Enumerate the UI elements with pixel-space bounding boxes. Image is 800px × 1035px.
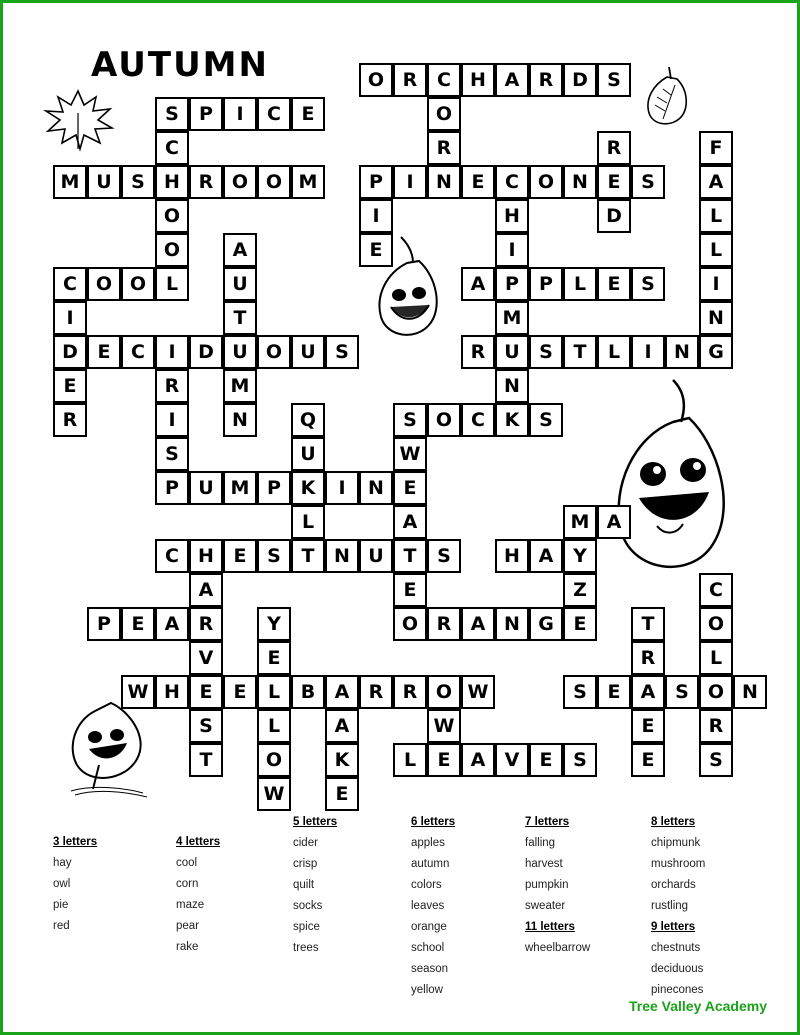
crossword-cell[interactable]: L [291, 505, 325, 539]
crossword-cell[interactable]: S [563, 675, 597, 709]
crossword-cell[interactable]: O [359, 63, 393, 97]
crossword-cell[interactable]: U [359, 539, 393, 573]
crossword-cell[interactable]: A [461, 743, 495, 777]
crossword-cell[interactable]: E [563, 607, 597, 641]
crossword-cell[interactable]: E [325, 777, 359, 811]
crossword-cell[interactable]: M [223, 369, 257, 403]
crossword-cell[interactable]: A [325, 709, 359, 743]
word-bank-heading: 3 letters [53, 836, 98, 848]
crossword-cell[interactable]: H [461, 63, 495, 97]
crossword-cell[interactable]: I [53, 301, 87, 335]
crossword-cell[interactable]: O [223, 165, 257, 199]
crossword-cell[interactable]: N [733, 675, 767, 709]
crossword-cell[interactable]: A [699, 165, 733, 199]
crossword-cell[interactable]: O [87, 267, 121, 301]
word-bank-word: season [411, 963, 449, 975]
crossword-cell[interactable]: N [495, 369, 529, 403]
word-bank-word: pear [176, 920, 200, 932]
crossword-cell[interactable]: O [155, 199, 189, 233]
crossword-cell[interactable]: T [223, 301, 257, 335]
crossword-cell[interactable]: E [597, 267, 631, 301]
crossword-cell[interactable]: H [189, 539, 223, 573]
crossword-cell[interactable]: D [189, 335, 223, 369]
crossword-cell[interactable]: P [189, 97, 223, 131]
crossword-cell[interactable]: U [291, 437, 325, 471]
word-bank-heading: 11 letters [525, 921, 575, 933]
crossword-cell[interactable]: U [189, 471, 223, 505]
crossword-cell[interactable]: C [155, 539, 189, 573]
crossword-cell[interactable]: V [189, 641, 223, 675]
word-bank-column [525, 816, 645, 963]
crossword-cell[interactable]: A [495, 63, 529, 97]
crossword-cell[interactable]: I [699, 267, 733, 301]
crossword-cell[interactable]: Y [257, 607, 291, 641]
crossword-cell[interactable]: R [155, 369, 189, 403]
crossword-cell[interactable]: A [325, 675, 359, 709]
crossword-cell[interactable]: R [699, 709, 733, 743]
crossword-cell[interactable]: P [529, 267, 563, 301]
crossword-cell[interactable]: D [563, 63, 597, 97]
crossword-cell[interactable]: E [53, 369, 87, 403]
crossword-cell[interactable]: E [597, 165, 631, 199]
crossword-cell[interactable]: E [393, 573, 427, 607]
word-bank-word: pie [53, 899, 69, 911]
word-bank-word: leaves [411, 900, 445, 912]
word-bank-heading: 9 letters [651, 921, 696, 933]
crossword-cell[interactable]: L [699, 199, 733, 233]
word-bank-word: orange [411, 921, 447, 933]
crossword-cell[interactable]: N [427, 165, 461, 199]
crossword-cell[interactable]: I [359, 199, 393, 233]
word-bank-word: spice [293, 921, 320, 933]
crossword-cell[interactable]: L [155, 267, 189, 301]
word-bank-word: trees [293, 942, 319, 954]
crossword-cell[interactable]: W [461, 675, 495, 709]
crossword-cell[interactable]: S [631, 165, 665, 199]
crossword-cell[interactable]: P [155, 471, 189, 505]
crossword-cell[interactable]: A [155, 607, 189, 641]
word-bank-heading: 4 letters [176, 836, 221, 848]
crossword-cell[interactable]: W [393, 437, 427, 471]
crossword-cell[interactable]: P [87, 607, 121, 641]
crossword-cell[interactable]: F [699, 131, 733, 165]
word-bank-heading: 5 letters [293, 816, 338, 828]
crossword-cell[interactable]: I [393, 165, 427, 199]
crossword-cell[interactable]: N [495, 607, 529, 641]
word-bank-word: autumn [411, 858, 450, 870]
word-bank-word: mushroom [651, 858, 706, 870]
crossword-cell[interactable]: O [529, 165, 563, 199]
word-bank-word: yellow [411, 984, 443, 996]
crossword-cell[interactable]: V [495, 743, 529, 777]
crossword-cell[interactable]: R [393, 63, 427, 97]
word-bank-word: hay [53, 857, 72, 869]
crossword-cell[interactable]: H [495, 539, 529, 573]
crossword-cell[interactable]: E [461, 165, 495, 199]
crossword-cell[interactable]: R [461, 335, 495, 369]
crossword-cell[interactable]: S [427, 539, 461, 573]
crossword-cell[interactable]: R [631, 641, 665, 675]
crossword-cell[interactable]: O [121, 267, 155, 301]
crossword-cell[interactable]: L [257, 675, 291, 709]
word-bank-heading: 7 letters [525, 816, 570, 828]
crossword-cell[interactable]: N [325, 539, 359, 573]
crossword-cell[interactable]: C [53, 267, 87, 301]
crossword-cell[interactable]: H [155, 675, 189, 709]
word-bank-word: cider [293, 837, 318, 849]
crossword-cell[interactable]: Y [563, 539, 597, 573]
crossword-cell[interactable]: S [597, 63, 631, 97]
crossword-cell[interactable]: M [53, 165, 87, 199]
word-bank-word: deciduous [651, 963, 704, 975]
crossword-cell[interactable]: E [291, 97, 325, 131]
word-bank-word: rake [176, 941, 199, 953]
crossword-cell[interactable]: E [87, 335, 121, 369]
crossword-cell[interactable]: E [223, 675, 257, 709]
crossword-cell[interactable]: S [189, 709, 223, 743]
word-bank-word: falling [525, 837, 556, 849]
crossword-cell[interactable]: E [597, 675, 631, 709]
crossword-cell[interactable]: C [427, 63, 461, 97]
crossword-cell[interactable]: A [529, 539, 563, 573]
crossword-cell[interactable]: N [665, 335, 699, 369]
crossword-cell[interactable]: R [427, 607, 461, 641]
crossword-cell[interactable]: B [291, 675, 325, 709]
crossword-cell[interactable]: R [529, 63, 563, 97]
crossword-cell[interactable]: U [495, 335, 529, 369]
crossword-cell[interactable]: G [699, 335, 733, 369]
word-bank-word: school [411, 942, 445, 954]
crossword-cell[interactable]: O [155, 233, 189, 267]
crossword-cell[interactable]: P [495, 267, 529, 301]
word-bank-word: socks [293, 900, 323, 912]
crossword-cell[interactable]: G [529, 607, 563, 641]
word-bank-word: crisp [293, 858, 318, 870]
crossword-cell[interactable]: S [155, 437, 189, 471]
crossword-cell[interactable]: U [291, 335, 325, 369]
crossword-cell[interactable]: L [699, 233, 733, 267]
word-bank-word: quilt [293, 879, 315, 891]
crossword-cell[interactable]: S [325, 335, 359, 369]
crossword-cell[interactable]: R [53, 403, 87, 437]
crossword-cell[interactable]: O [427, 675, 461, 709]
crossword-cell[interactable]: E [631, 709, 665, 743]
word-bank-word: maze [176, 899, 205, 911]
crossword-cell[interactable]: I [155, 403, 189, 437]
crossword-cell[interactable]: H [495, 199, 529, 233]
crossword-cell[interactable]: O [427, 403, 461, 437]
crossword-cell[interactable]: O [257, 743, 291, 777]
crossword-cell[interactable]: T [189, 743, 223, 777]
crossword-cell[interactable]: N [223, 403, 257, 437]
crossword-cell[interactable]: P [359, 165, 393, 199]
crossword-cell[interactable]: W [121, 675, 155, 709]
word-bank-column [53, 836, 173, 941]
crossword-cell[interactable]: E [427, 743, 461, 777]
crossword-cell[interactable]: L [597, 335, 631, 369]
crossword-cell[interactable]: C [257, 97, 291, 131]
crossword-cell[interactable]: K [495, 403, 529, 437]
crossword-cell[interactable]: E [189, 675, 223, 709]
crossword-cell[interactable]: C [699, 573, 733, 607]
word-bank-word: pinecones [651, 984, 704, 996]
crossword-cell[interactable]: E [121, 607, 155, 641]
crossword-cell[interactable]: E [393, 471, 427, 505]
footer-branding: Tree Valley Academy [628, 998, 767, 1014]
word-bank-word: cool [176, 857, 198, 869]
word-bank-word: apples [411, 837, 445, 849]
crossword-cell[interactable]: M [223, 471, 257, 505]
crossword-cell[interactable]: Q [291, 403, 325, 437]
crossword-cell[interactable]: I [223, 97, 257, 131]
word-bank-heading: 8 letters [651, 816, 696, 828]
crossword-cell[interactable]: A [631, 675, 665, 709]
crossword-cell[interactable]: C [155, 131, 189, 165]
word-bank-word: harvest [525, 858, 563, 870]
word-bank-column [176, 836, 296, 962]
crossword-cell[interactable]: K [325, 743, 359, 777]
crossword-cell[interactable]: I [631, 335, 665, 369]
crossword-cell[interactable]: R [597, 131, 631, 165]
crossword-cell[interactable]: R [359, 675, 393, 709]
crossword-cell[interactable]: U [87, 165, 121, 199]
crossword-cell[interactable]: W [427, 709, 461, 743]
crossword-cell[interactable]: D [597, 199, 631, 233]
word-bank-word: pumpkin [525, 879, 569, 891]
word-bank-column [411, 816, 531, 1005]
crossword-cell[interactable]: W [257, 777, 291, 811]
crossword-cell[interactable]: U [223, 267, 257, 301]
word-bank-word: wheelbarrow [525, 942, 591, 954]
crossword-cell[interactable]: S [699, 743, 733, 777]
crossword-cell[interactable]: T [393, 539, 427, 573]
crossword-cell[interactable]: A [393, 505, 427, 539]
crossword-cell[interactable]: S [121, 165, 155, 199]
crossword-cell[interactable]: T [631, 607, 665, 641]
crossword-cell[interactable]: E [257, 641, 291, 675]
crossword-cell[interactable]: A [189, 573, 223, 607]
crossword-cell[interactable]: A [597, 505, 631, 539]
crossword-cell[interactable]: R [393, 675, 427, 709]
word-bank-word: sweater [525, 900, 566, 912]
crossword-cell[interactable]: E [631, 743, 665, 777]
crossword-cell[interactable]: L [257, 709, 291, 743]
word-bank-column [293, 816, 413, 963]
crossword-cell[interactable]: I [495, 233, 529, 267]
crossword-cell[interactable]: A [461, 607, 495, 641]
crossword-cell[interactable]: T [291, 539, 325, 573]
crossword-cell[interactable]: E [359, 233, 393, 267]
word-bank-word: chipmunk [651, 837, 701, 849]
crossword-cell[interactable]: R [427, 131, 461, 165]
crossword-cell[interactable]: A [223, 233, 257, 267]
crossword-cell[interactable]: U [223, 335, 257, 369]
crossword-cell[interactable]: O [257, 335, 291, 369]
crossword-cell[interactable]: R [189, 607, 223, 641]
word-bank-column [651, 816, 771, 1005]
crossword-cell[interactable]: P [257, 471, 291, 505]
crossword-cell[interactable]: O [699, 675, 733, 709]
crossword-cell[interactable]: R [189, 165, 223, 199]
crossword-cell[interactable]: M [291, 165, 325, 199]
crossword-cell[interactable]: S [155, 97, 189, 131]
crossword-cell[interactable]: S [631, 267, 665, 301]
crossword-cell[interactable]: K [291, 471, 325, 505]
crossword-cell[interactable]: N [359, 471, 393, 505]
crossword-cell[interactable]: A [461, 267, 495, 301]
word-bank-word: orchards [651, 879, 696, 891]
crossword-cell[interactable]: N [563, 165, 597, 199]
word-bank-word: red [53, 920, 70, 932]
word-bank-word: rustling [651, 900, 689, 912]
crossword-cell[interactable]: O [257, 165, 291, 199]
crossword-cell[interactable]: M [495, 301, 529, 335]
crossword-cell[interactable]: O [427, 97, 461, 131]
word-bank-word: owl [53, 878, 71, 890]
crossword-cell[interactable]: Z [563, 573, 597, 607]
crossword-cell[interactable]: I [325, 471, 359, 505]
crossword-cell[interactable]: L [393, 743, 427, 777]
crossword-cell[interactable]: C [495, 165, 529, 199]
crossword-cell[interactable]: M [563, 505, 597, 539]
word-bank-heading: 6 letters [411, 816, 456, 828]
crossword-cell[interactable]: E [223, 539, 257, 573]
word-bank-word: colors [411, 879, 442, 891]
crossword-cell[interactable]: N [699, 301, 733, 335]
page-title: AUTUMN [91, 45, 269, 85]
crossword-cell[interactable]: C [461, 403, 495, 437]
crossword-cell[interactable]: O [393, 607, 427, 641]
crossword-cell[interactable]: L [699, 641, 733, 675]
crossword-cell[interactable]: D [53, 335, 87, 369]
crossword-cell[interactable]: S [563, 743, 597, 777]
crossword-cell[interactable]: S [393, 403, 427, 437]
crossword-cell[interactable]: T [563, 335, 597, 369]
crossword-grid [53, 63, 758, 805]
word-bank-word: chestnuts [651, 942, 701, 954]
crossword-cell[interactable]: H [155, 165, 189, 199]
crossword-cell[interactable]: S [529, 403, 563, 437]
crossword-cell[interactable]: I [155, 335, 189, 369]
crossword-cell[interactable]: S [665, 675, 699, 709]
crossword-cell[interactable]: E [529, 743, 563, 777]
crossword-cell[interactable]: C [121, 335, 155, 369]
word-bank [53, 808, 763, 998]
crossword-cell[interactable]: O [699, 607, 733, 641]
word-bank-word: corn [176, 878, 199, 890]
crossword-cell[interactable]: L [563, 267, 597, 301]
crossword-cell[interactable]: S [529, 335, 563, 369]
crossword-cell[interactable]: S [257, 539, 291, 573]
